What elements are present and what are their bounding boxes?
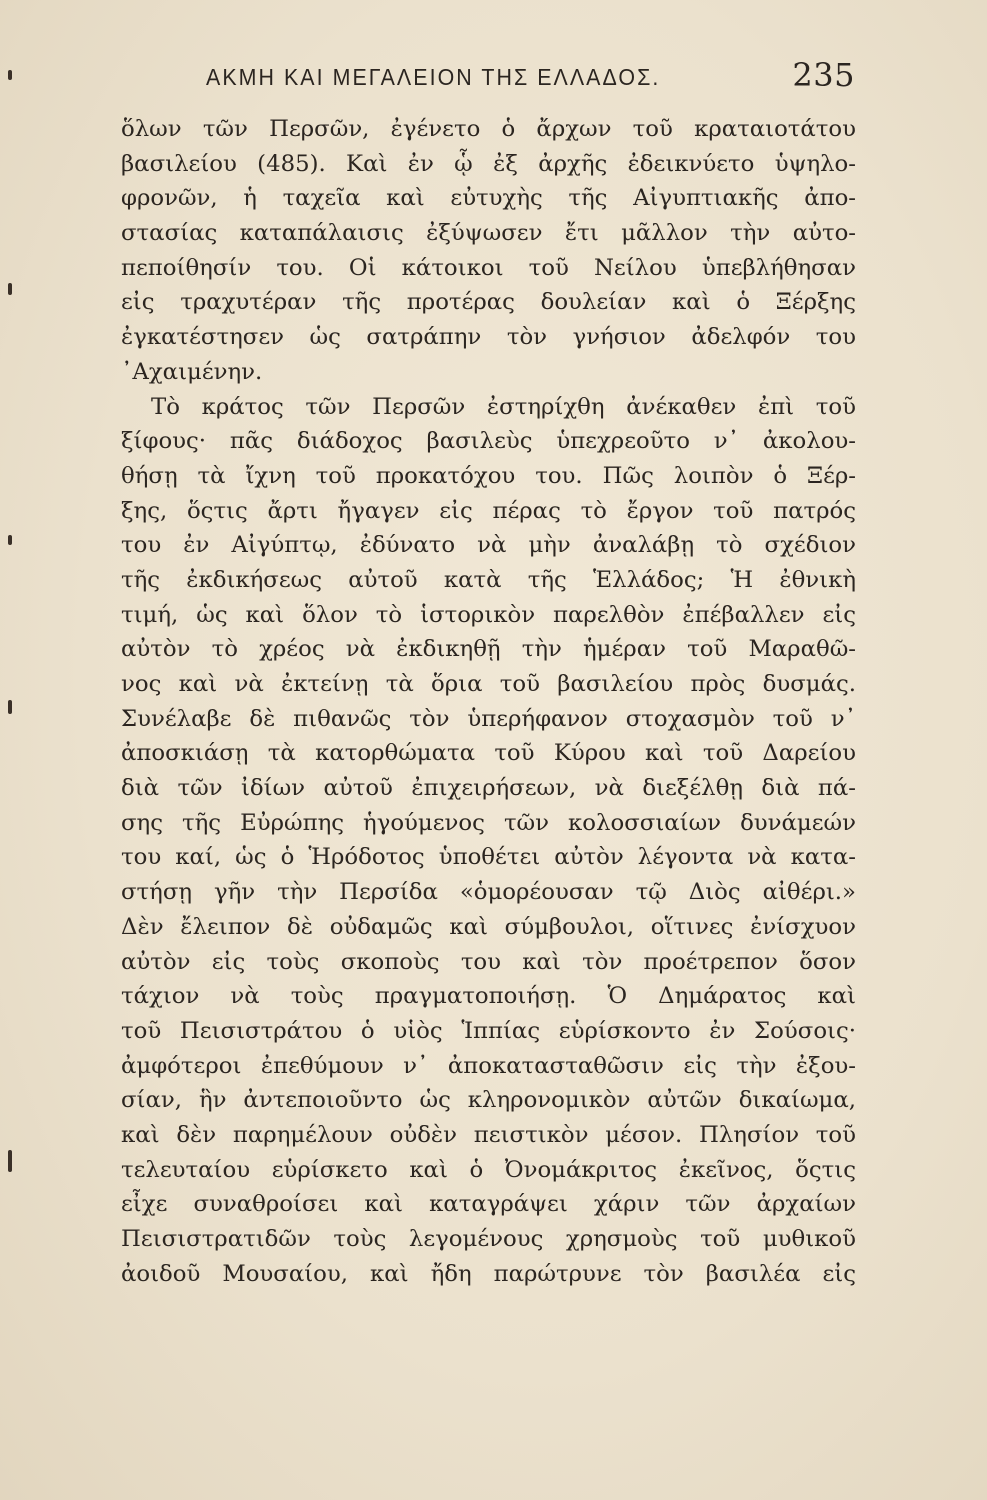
text-line: Συνέλαβε δὲ πιθανῶς τὸν ὑπερήφανον στοχασμὸν τοῦ ν᾿ bbox=[121, 705, 856, 732]
text-line: του καί, ὡς ὁ Ἡρόδοτος ὑποθέτει αὐτὸν λέγοντα νὰ κατα- bbox=[121, 844, 856, 871]
text-line: τιμή, ὡς καὶ ὅλον τὸ ἱστορικὸν παρελθὸν ἐπέβαλλεν εἰς bbox=[121, 601, 856, 628]
text-line: στασίας καταπάλαισις ἐξύψωσεν ἔτι μᾶλλον τὴν αὐτο- bbox=[121, 220, 856, 247]
text-line: εἰς τραχυτέραν τῆς προτέρας δουλείαν καὶ ὁ Ξέρξης bbox=[121, 289, 856, 316]
text-line: καὶ δὲν παρημέλουν οὐδὲν πειστικὸν μέσον. Πλησίον τοῦ bbox=[121, 1121, 856, 1148]
text-line: ἐγκατέστησεν ὡς σατράπην τὸν γνήσιον ἀδελφόν του bbox=[121, 324, 856, 351]
body-text bbox=[121, 112, 856, 1291]
text-line: του ἐν Αἰγύπτῳ, ἐδύνατο νὰ μὴν ἀναλάβῃ τὸ σχέδιον bbox=[121, 532, 856, 559]
margin-ink-mark bbox=[8, 535, 12, 545]
text-line: διὰ τῶν ἰδίων αὐτοῦ ἐπιχειρήσεων, νὰ διεξέλθῃ διὰ πά- bbox=[121, 775, 856, 802]
text-line: Πεισιστρατιδῶν τοὺς λεγομένους χρησμοὺς τοῦ μυθικοῦ bbox=[121, 1226, 856, 1252]
text-line: αὐτὸν τὸ χρέος νὰ ἐκδικηθῇ τὴν ἡμέραν τοῦ Μαραθῶ- bbox=[121, 636, 856, 663]
text-line: σίαν, ἣν ἀντεποιοῦντο ὡς κληρονομικὸν αὐτῶν δικαίωμα, bbox=[121, 1087, 856, 1114]
text-line: φρονῶν, ἡ ταχεῖα καὶ εὐτυχὴς τῆς Αἰγυπτιακῆς ἀπο- bbox=[121, 185, 856, 212]
text-line: τῆς ἐκδικήσεως αὐτοῦ κατὰ τῆς Ἑλλάδος; Ἡ ἐθνικὴ bbox=[121, 566, 856, 593]
text-line: βασιλείου (485). Καὶ ἐν ᾧ ἐξ ἀρχῆς ἐδεικνύετο ὑψηλο- bbox=[121, 150, 856, 177]
text-line: ὅλων τῶν Περσῶν, ἐγένετο ὁ ἄρχων τοῦ κραταιοτάτου bbox=[121, 116, 856, 142]
text-line: στήσῃ γῆν τὴν Περσίδα «ὁμορέουσαν τῷ Διὸς αἰθέρι.» bbox=[121, 879, 856, 906]
text-line: σης τῆς Εὐρώπης ἡγούμενος τῶν κολοσσιαίων δυνάμεών bbox=[121, 809, 856, 836]
text-line: πεποίθησίν του. Οἱ κάτοικοι τοῦ Νείλου ὑπεβλήθησαν bbox=[121, 254, 856, 281]
running-title: ΑΚΜΗ ΚΑΙ ΜΕΓΑΛΕΙΟΝ ΤΗΣ ΕΛΛΑΔΟΣ. bbox=[206, 64, 661, 90]
text-line: ἀοιδοῦ Μουσαίου, καὶ ἤδη παρώτρυνε τὸν βασιλέα εἰς bbox=[121, 1260, 856, 1287]
text-line: ἀμφότεροι ἐπεθύμουν ν᾿ ἀποκατασταθῶσιν εἰς τὴν ἐξου- bbox=[121, 1052, 856, 1079]
page-header bbox=[120, 52, 855, 102]
text-line: ξίφους· πᾶς διάδοχος βασιλεὺς ὑπεχρεοῦτο ν᾿ ἀκολου- bbox=[121, 428, 856, 455]
text-line: νος καὶ νὰ ἐκτείνῃ τὰ ὅρια τοῦ βασιλείου πρὸς δυσμάς. bbox=[121, 671, 856, 697]
text-line: αὐτὸν εἰς τοὺς σκοποὺς του καὶ τὸν προέτρεπον ὅσον bbox=[121, 948, 856, 975]
text-line: θήσῃ τὰ ἴχνη τοῦ προκατόχου του. Πῶς λοιπὸν ὁ Ξέρ- bbox=[121, 462, 856, 489]
text-line: εἶχε συναθροίσει καὶ καταγράψει χάριν τῶν ἀρχαίων bbox=[121, 1191, 856, 1218]
margin-ink-mark bbox=[8, 700, 12, 714]
margin-ink-mark bbox=[8, 283, 12, 295]
text-line: τάχιον νὰ τοὺς πραγματοποιήσῃ. Ὁ Δημάρατος καὶ bbox=[121, 983, 856, 1010]
margin-ink-mark bbox=[8, 70, 12, 80]
paragraph-first-line: Τὸ κράτος τῶν Περσῶν ἐστηρίχθη ἀνέκαθεν ἐπὶ τοῦ bbox=[151, 393, 856, 420]
margin-ink-mark bbox=[8, 1150, 12, 1172]
text-line: τελευταίου εὑρίσκετο καὶ ὁ Ὀνομάκριτος ἐκεῖνος, ὅςτις bbox=[121, 1156, 856, 1183]
text-line: τοῦ Πεισιστράτου ὁ υἱὸς Ἱππίας εὑρίσκοντο ἐν Σούσοις· bbox=[121, 1017, 856, 1044]
page-number: 235 bbox=[792, 56, 855, 94]
text-line: Δὲν ἔλειπον δὲ οὐδαμῶς καὶ σύμβουλοι, οἵτινες ἐνίσχυον bbox=[121, 913, 856, 940]
text-line: ἀποσκιάσῃ τὰ κατορθώματα τοῦ Κύρου καὶ τοῦ Δαρείου bbox=[121, 740, 856, 767]
text-line: ξης, ὅςτις ἄρτι ἤγαγεν εἰς πέρας τὸ ἔργον τοῦ πατρός bbox=[121, 497, 856, 524]
text-line: ᾿Αχαιμένην. bbox=[121, 358, 263, 385]
